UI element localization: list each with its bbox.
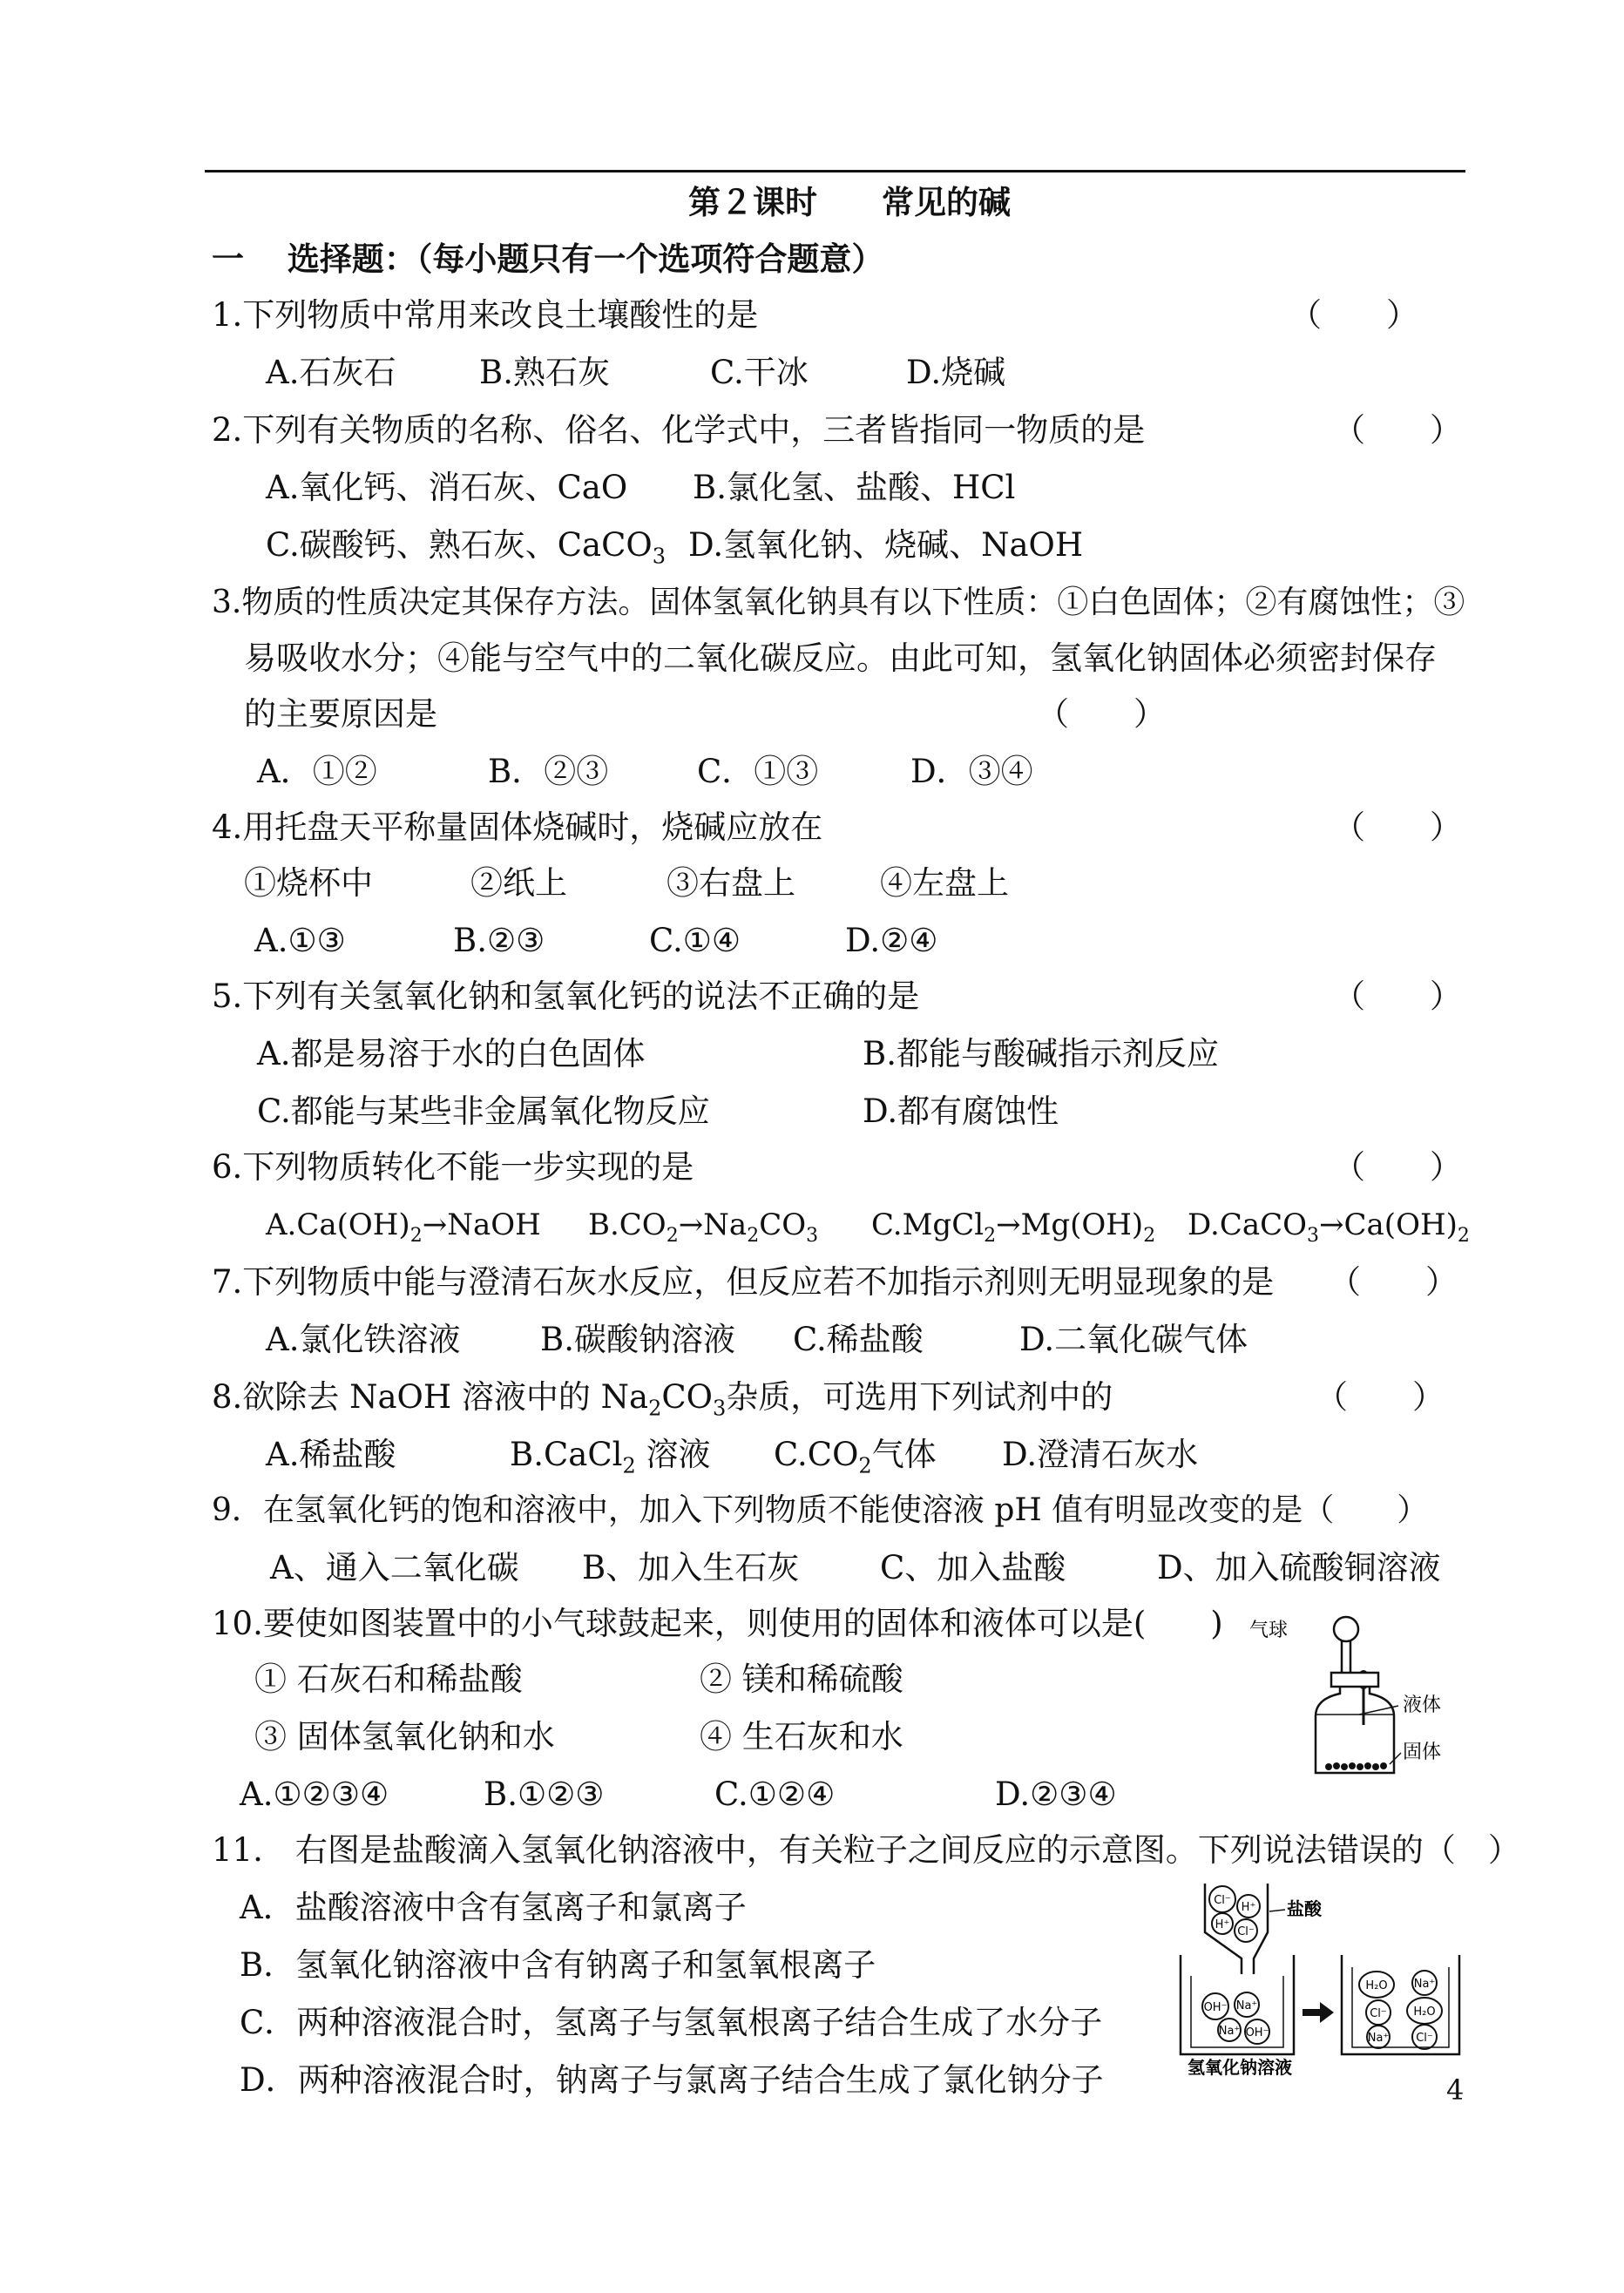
q10-item-2: ② 镁和稀硫酸 [700,1661,903,1698]
q3-option-b: B．②③ [488,753,609,790]
figure-label-base: 氢氧化钠溶液 [1188,2057,1292,2078]
q3-option-a: A．①② [257,753,377,790]
q1-answer-bracket: （ ） [1289,296,1418,334]
q2-option-c: C.碳酸钙、熟石灰、CaCO$_3$ [266,526,667,569]
q2-stem: 2.下列有关物质的名称、俗名、化学式中，三者皆指同一物质的是 [212,411,1146,449]
arrow-right-icon [1303,2002,1334,2023]
beaker-right-icon [1342,1955,1459,2054]
svg-text:Na⁺: Na⁺ [1413,1978,1436,1991]
q11-option-b: B．氢氧化钠溶液中含有钠离子和氢氧根离子 [240,1946,876,1984]
q4-option-b: B.②③ [453,922,545,959]
q7-option-d: D.二氧化碳气体 [1019,1321,1248,1358]
header-rule [205,170,1465,172]
svg-text:H⁺: H⁺ [1215,1918,1230,1931]
q6-answer-bracket: （ ） [1333,1148,1462,1186]
q4-option-a: A.①③ [254,922,346,959]
svg-text:Na⁺: Na⁺ [1235,1999,1258,2012]
q5-option-b: B.都能与酸碱指示剂反应 [863,1035,1219,1072]
svg-text:Cl⁻: Cl⁻ [1214,1894,1231,1907]
q5-option-d: D.都有腐蚀性 [863,1092,1059,1130]
section-heading: 一 选择题：（每小题只有一个选项符合题意） [212,240,884,278]
svg-text:Cl⁻: Cl⁻ [1416,2032,1433,2045]
q1-option-a: A.石灰石 [266,354,396,391]
q8-option-c: $C.CO_2$气体 [774,1436,937,1478]
figure-label-liquid: 液体 [1403,1694,1442,1716]
q7-option-a: A.氯化铁溶液 [266,1321,461,1358]
q11-option-c: C．两种溶液混合时，氢离子与氢氧根离子结合生成了水分子 [240,2004,1103,2041]
q9-option-b: B、加入生石灰 [582,1549,800,1586]
q2-option-a: A.氧化钙、消石灰、CaO [266,469,628,506]
stopper-icon [1331,1673,1378,1687]
q4-answer-bracket: （ ） [1333,808,1462,846]
q10-item-4: ④ 生石灰和水 [700,1718,903,1755]
q7-answer-bracket: （ ） [1329,1263,1458,1301]
figure-label-solid: 固体 [1403,1742,1442,1763]
q4-stem: 4.用托盘天平称量固体烧碱时，烧碱应放在 [212,808,823,846]
q7-stem: 7.下列物质中能与澄清石灰水反应，但反应若不加指示剂则无明显现象的是 [212,1263,1275,1301]
q10-stem: 10.要使如图装置中的小气球鼓起来，则使用的固体和液体可以是( ) [212,1605,1223,1642]
svg-text:H₂O: H₂O [1413,2006,1436,2019]
q2-answer-bracket: （ ） [1333,411,1462,449]
q6-option-c: $C.MgCl_2\to Mg(OH)_2$ [871,1207,1156,1247]
q8-answer-bracket: （ ） [1316,1378,1445,1416]
q3-option-d: D．③④ [910,753,1033,790]
figure-label-balloon: 气球 [1249,1620,1289,1641]
q7-option-b: B.碳酸钠溶液 [540,1321,735,1358]
q3-line-2: 易吸收水分；④能与空气中的二氧化碳反应。由此可知，氢氧化钠固体必须密封保存 [244,639,1437,677]
svg-text:Na⁺: Na⁺ [1218,2025,1241,2038]
q6-stem: 6.下列物质转化不能一步实现的是 [212,1148,694,1186]
q4-item-2: ②纸上 [470,864,567,902]
q2-option-b: B.氯化氢、盐酸、HCl [693,469,1016,506]
q3-answer-bracket: （ ） [1037,695,1166,733]
balloon-apparatus-figure [1246,1603,1472,1777]
q3-option-c: C．①③ [697,753,819,790]
q4-option-d: D.②④ [845,922,938,959]
page-title: 第２课时 常见的碱 [688,183,1011,221]
q7-option-c: C.稀盐酸 [793,1321,924,1358]
q6-option-d: $D.CaCO_3\to Ca(OH)_2$ [1188,1207,1470,1247]
q10-option-a: A.①②③④ [240,1776,389,1813]
q10-option-d: D.②③④ [995,1776,1117,1813]
balloon-icon [1334,1617,1358,1641]
q8-option-a: A.稀盐酸 [266,1436,396,1473]
q3-line-1: 3.物质的性质决定其保存方法。固体氢氧化钠具有以下性质：①白色固体；②有腐蚀性；③ [212,585,1465,620]
svg-text:Cl⁻: Cl⁻ [1370,2007,1387,2020]
svg-text:OH⁻: OH⁻ [1203,2001,1228,2014]
q1-stem: 1.下列物质中常用来改良土壤酸性的是 [212,296,759,334]
q6-option-a: $A.Ca(OH)_2\to NaOH$ [266,1207,541,1247]
q10-item-1: ① 石灰石和稀盐酸 [254,1661,523,1698]
q6-option-b: $B.CO_2\to Na_2CO_3$ [588,1207,819,1247]
q5-answer-bracket: （ ） [1333,977,1462,1015]
svg-text:H₂O: H₂O [1365,1979,1388,1992]
q8-option-b: B.CaCl$_2$ 溶液 [510,1436,711,1478]
svg-text:H⁺: H⁺ [1241,1901,1256,1914]
q3-line-3: 的主要原因是 [244,695,437,733]
q5-option-c: C.都能与某些非金属氧化物反应 [257,1092,710,1130]
q9-option-a: A、通入二氧化碳 [270,1549,519,1586]
figure-label-acid: 盐酸 [1287,1898,1322,1919]
q10-item-3: ③ 固体氢氧化钠和水 [254,1718,555,1755]
svg-text:Na⁺: Na⁺ [1367,2032,1390,2045]
q1-option-b: B.熟石灰 [479,354,610,391]
q10-option-c: C.①②④ [714,1776,836,1813]
q11-option-a: A．盐酸溶液中含有氢离子和氯离子 [240,1889,747,1926]
svg-text:OH⁻: OH⁻ [1245,2026,1269,2039]
q4-option-c: C.①④ [649,922,741,959]
page-number: 4 [1446,2073,1465,2107]
q9-option-c: C、加入盐酸 [880,1549,1066,1586]
q8-option-d: D.澄清石灰水 [1002,1436,1199,1473]
q4-item-3: ③右盘上 [667,864,795,902]
q4-item-1: ①烧杯中 [244,864,373,902]
q8-stem: 8.欲除去 NaOH 溶液中的 $Na_2CO_3$杂质，可选用下列试剂中的 [212,1378,1113,1421]
svg-text:Cl⁻: Cl⁻ [1237,1925,1255,1938]
q2-option-d: D.氢氧化钠、烧碱、NaOH [688,526,1084,564]
q1-option-d: D.烧碱 [906,354,1006,391]
q11-stem: 11. 右图是盐酸滴入氢氧化钠溶液中，有关粒子之间反应的示意图。下列说法错误的（ ） [212,1831,1520,1869]
q9-stem: 9．在氢氧化钙的饱和溶液中，加入下列物质不能使溶液 pH 值有明显改变的是（ ） [212,1492,1429,1528]
q5-stem: 5.下列有关氢氧化钠和氢氧化钙的说法不正确的是 [212,977,920,1015]
q11-option-d: D．两种溶液混合时，钠离子与氯离子结合生成了氯化钠分子 [240,2061,1104,2099]
q4-item-4: ④左盘上 [880,864,1009,902]
q5-option-a: A.都是易溶于水的白色固体 [257,1035,646,1072]
ion-reaction-diagram [1163,1880,1468,2080]
q1-option-c: C.干冰 [710,354,809,391]
q9-option-d: D、加入硫酸铜溶液 [1157,1549,1441,1586]
q10-option-b: B.①②③ [484,1776,605,1813]
flask-icon [1316,1687,1394,1773]
